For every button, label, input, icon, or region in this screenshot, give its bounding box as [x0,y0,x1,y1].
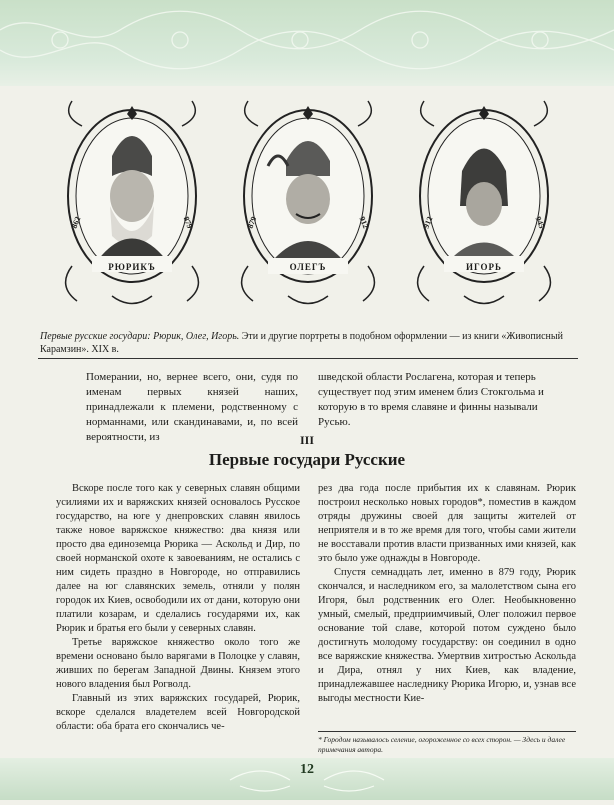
paragraph: Главный из этих варяжских государей, Рюрик, вскоре сделался владетелем всей Новгородской области: оба брата его скончались че- [56,693,300,732]
reign-end-year: 879 [181,215,195,230]
caption-divider [38,358,578,359]
ornamental-header-band [0,0,614,86]
reign-start-year: 912 [421,215,435,230]
portrait-igor [404,96,564,318]
portrait-name: ОЛЕГЪ [289,262,327,272]
reign-start-year: 879 [245,215,259,230]
intro-right-text: шведской области Рослагена, которая и теперь существует под этим именем близ Стокгольма и которую в то время славяне и финны называли Русью. [318,371,544,428]
portrait-oleg [228,96,388,318]
reign-end-year: 945 [533,215,547,230]
ornament-pattern [0,0,614,86]
paragraph: Вскоре после того как у северных славян общими усилиями их и варяжских князей основалось Русское государство, на юге у днепровских славян явилось также новое варяжское княжество: два князя или просто два единоземца Рюрика — Аскольд и Дир, по своей норманской охоте к завоеваниям, не остались с ним сидеть праздно в Новгороде, но отправились далее на юг славянских земель, отняли у полян городок их Киев, освободили их от дани, которую они платили козарам, и сделались государями их, как Рюрик и братья его были у северных славян. [56,483,300,634]
portrait-name: ИГОРЬ [466,262,502,272]
chapter-numeral: III [299,433,314,447]
portrait-rurik [52,96,212,318]
page-number: 12 [300,762,314,777]
paragraph: рез два года после прибытия их к славянам. Рюрик построил несколько новых городов*, поместив в каждом отряды дружины своей для защиты жителей от неприятеля и в то же время для того, чтобы сами жители не восставали против власти призванных ими князей, как это было уже однажды в Новгороде. [318,483,576,564]
footnote-text: * Городом называлось селение, огороженное со всех сторон. — [318,735,523,744]
ornate-frame-icon [52,96,212,318]
footnote [318,735,576,755]
paragraph: Спустя семнадцать лет, именно в 879 году, Рюрик скончался, и наследником его, за малолетством сына его Игоря, был родственник его Олег. Необыкновенно умный, смелый, предприимчивый, Олег положил первое основание той славе, которой потом суждено было достигнуть молодому государству: он соединил в одно все варяжские княжества. Умертвив хитростью Аскольда и Дира, отнял у них Киев, как владение, принадлежавшее наследнику Рюрика Игорю, и, узнав все выгоды местности Кие- [318,567,576,704]
illustration-caption [40,330,580,356]
left-text-column [56,482,300,734]
reign-end-year: 912 [357,215,371,230]
chapter-title: Первые государи Русские [208,450,406,469]
caption-italic: Первые русские государи: Рюрик, Олег, Игорь. [40,331,240,342]
reign-start-year: 862 [69,215,83,230]
right-text-column [318,482,576,706]
caption-plain: Эти и другие портреты в подобном оформлении — из книги «Живописный Карамзин». XIX в. [40,331,563,355]
ornate-frame-icon [404,96,564,318]
footnote-divider [318,731,576,732]
paragraph: Третье варяжское княжество около того же времени основано было варягами в Полоцке у славян, живших по берегам Западной Двины. Князем этого нового владения был Рогволд. [56,637,300,690]
intro-left-text: Померании, но, вернее всего, они, судя по именам первых князей наших, принадлежали к племени, родственному с норманнами, или скандинавами, и, по всей вероятности, из [86,371,298,443]
portrait-name: РЮРИКЪ [108,262,156,272]
ornate-frame-icon [228,96,388,318]
intro-right-column [318,370,546,430]
footnote-note: Здесь и далее примечания автора. [318,735,566,754]
